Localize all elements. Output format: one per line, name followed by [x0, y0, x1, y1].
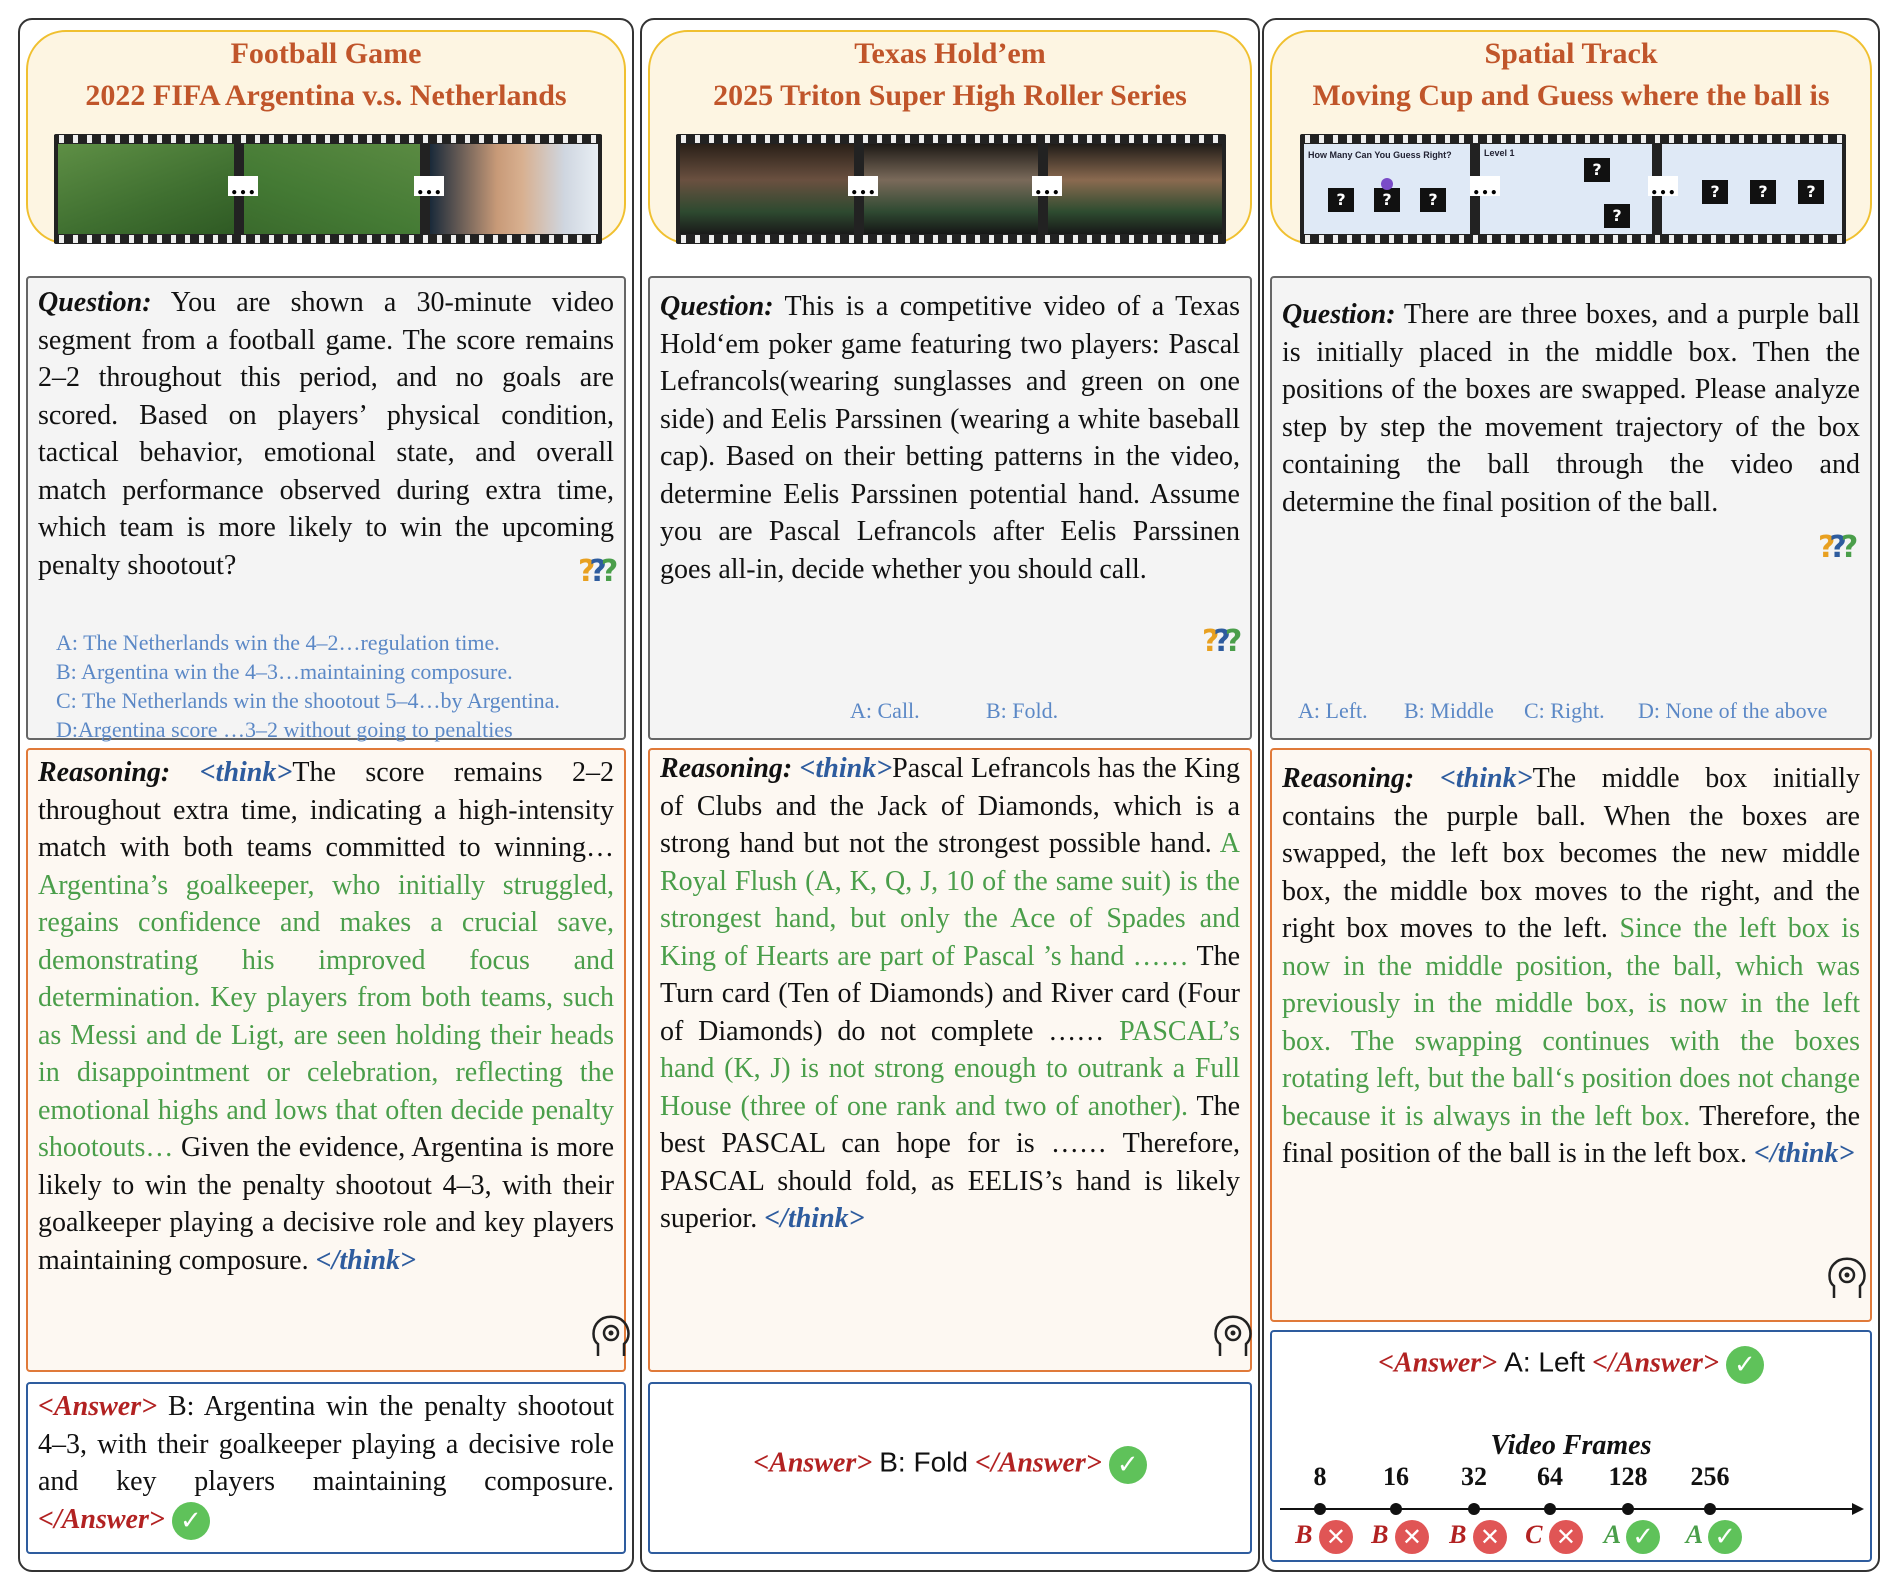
cross-icon: ✕	[1319, 1520, 1353, 1554]
reasoning-label: Reasoning:	[660, 753, 793, 784]
timeline-frame-count: 32	[1461, 1462, 1487, 1491]
option-a: A: The Netherlands win the 4–2…regulation time.	[56, 630, 500, 655]
think-open-tag: <think>	[199, 757, 293, 788]
cup-icon: ?	[1702, 180, 1728, 204]
think-open-tag: <think>	[1439, 763, 1533, 794]
timeline-frame-count: 16	[1383, 1462, 1409, 1491]
timeline-axis	[1280, 1508, 1856, 1510]
timeline-title: Video Frames	[1490, 1430, 1652, 1461]
video-filmstrip: How Many Can You Guess Right? ? ? ? Level 1 ? ? ? ? ? … …	[1300, 134, 1846, 244]
timeline-answer: C	[1525, 1520, 1549, 1549]
timeline-dot	[1544, 1503, 1556, 1515]
answer-text: A: Left	[1504, 1346, 1586, 1378]
video-filmstrip: … …	[676, 134, 1226, 244]
video-frame	[1662, 144, 1842, 234]
header-spatial-track	[1270, 30, 1872, 244]
timeline-result	[1360, 1520, 1440, 1554]
timeline-arrowhead	[1852, 1503, 1864, 1515]
answer-text: B: Fold	[879, 1446, 968, 1478]
answer-close-tag: </Answer>	[38, 1503, 165, 1535]
timeline-result	[1674, 1520, 1754, 1554]
panel-spatial-track	[1262, 18, 1880, 1572]
option-b: B: Middle	[1404, 698, 1494, 723]
cup-icon: ?	[1604, 204, 1630, 228]
timeline-answer: A	[1685, 1520, 1709, 1549]
video-frame	[244, 144, 420, 234]
answer-open-tag: <Answer>	[753, 1447, 873, 1479]
video-frame	[1480, 144, 1652, 234]
question-label: Question:	[1282, 299, 1396, 330]
question-box	[648, 276, 1252, 740]
cup-icon: ?	[1420, 188, 1446, 212]
answer-open-tag: <Answer>	[1378, 1347, 1498, 1379]
timeline-result	[1514, 1520, 1594, 1554]
option-d: D:Argentina score …3–2 without going to penalties	[56, 717, 513, 742]
cross-icon: ✕	[1473, 1520, 1507, 1554]
header-football	[26, 30, 626, 244]
timeline-frame-count: 64	[1537, 1462, 1563, 1491]
title-line1: Spatial Track	[1484, 37, 1658, 70]
reasoning-label: Reasoning:	[38, 757, 171, 788]
ball-icon	[1381, 178, 1393, 190]
question-marks-icon: ???	[1202, 624, 1237, 659]
answer-box	[26, 1382, 626, 1554]
timeline-frame-count: 256	[1690, 1462, 1730, 1491]
timeline-frame-count: 128	[1608, 1462, 1648, 1491]
video-frame	[864, 144, 1038, 234]
brain-gear-icon	[590, 1312, 632, 1360]
panel-poker	[640, 18, 1260, 1572]
timeline-answer: B	[1449, 1520, 1473, 1549]
think-open-tag: <think>	[799, 753, 893, 784]
option-a: A: Left.	[1298, 698, 1368, 723]
check-icon: ✓	[172, 1502, 210, 1540]
answer-close-tag: </Answer>	[1592, 1347, 1719, 1379]
reasoning-box	[1270, 748, 1872, 1322]
brain-gear-icon	[1826, 1254, 1868, 1302]
answer-open-tag: <Answer>	[38, 1391, 158, 1422]
timeline-result	[1438, 1520, 1518, 1554]
title-line1: Football Game	[230, 37, 422, 70]
question-text: This is a competitive video of a Texas Hold‘em poker game featuring two players: Pascal Lefrancols(wearing sunglasses and green on one side) and Eelis Parssinen (wearing a white baseball cap). Based on their betting patterns in the video, determine Eelis Parssinen potential hand. Assume you are Pascal Lefrancols after Eelis Parssinen goes all-in, decide whether you should call.	[660, 291, 1240, 585]
timeline-result	[1592, 1520, 1672, 1554]
reasoning-conclusion: Given the evidence, Argentina is more likely to win the penalty shootout 4–3, with their goalkeeper playing a decisive role and key players maintaining composure.	[38, 1132, 615, 1276]
timeline-answer: A	[1603, 1520, 1627, 1549]
frame-caption: Level 1	[1484, 148, 1515, 158]
timeline-frame-count: 8	[1313, 1462, 1327, 1491]
reasoning-text: The score remains 2–2 throughout extra time, indicating a high-intensity match with both teams committed to winning…	[38, 757, 614, 863]
timeline-dot	[1704, 1503, 1716, 1515]
question-text: You are shown a 30-minute video segment from a football game. The score remains 2–2 throughout this period, and no goals are scored. Based on players’ physical condition, tactical behavior, emotional state, and overall match performance observed during extra time, which team is more likely to win the upcoming penalty shootout?	[38, 287, 614, 581]
frame-caption: How Many Can You Guess Right?	[1308, 150, 1452, 160]
option-c: C: Right.	[1524, 698, 1605, 723]
header-poker	[648, 30, 1252, 244]
cup-icon: ?	[1584, 158, 1610, 182]
timeline-answer: B	[1371, 1520, 1395, 1549]
title-line2: 2022 FIFA Argentina v.s. Netherlands	[85, 79, 567, 112]
video-frame	[680, 144, 854, 234]
check-icon: ✓	[1726, 1346, 1764, 1384]
think-close-tag: </think>	[764, 1203, 865, 1234]
option-b: B: Argentina win the 4–3…maintaining composure.	[56, 659, 513, 684]
answer-close-tag: </Answer>	[974, 1447, 1102, 1479]
timeline-dot	[1390, 1503, 1402, 1515]
cross-icon: ✕	[1395, 1520, 1429, 1554]
reasoning-text: The middle box initially contains the purple ball. When the boxes are swapped, the left box becomes the new middle box, the middle box moves to the right, and the right box moves to the left.	[1282, 763, 1861, 944]
reasoning-box	[648, 748, 1252, 1372]
question-marks-icon: ???	[1818, 530, 1853, 565]
video-frame	[1304, 144, 1470, 234]
timeline-dot	[1468, 1503, 1480, 1515]
video-frame	[58, 144, 234, 234]
option-d: D: None of the above	[1638, 698, 1828, 723]
video-frame	[1048, 144, 1222, 234]
reasoning-conclusion: The best PASCAL can hope for is …… Therefore, PASCAL should fold, as EELIS’s hand is likely superior.	[660, 1090, 1240, 1234]
reasoning-text: Pascal Lefrancols has the King of Clubs and the Jack of Diamonds, which is a strong hand but not the strongest possible hand.	[660, 753, 1241, 859]
cup-icon: ?	[1328, 188, 1354, 212]
answer-box	[1270, 1330, 1872, 1562]
title-line2: Moving Cup and Guess where the ball is	[1312, 79, 1830, 112]
reasoning-highlight: Argentina’s goalkeeper, who initially struggled, regains confidence and makes a crucial save, demonstrating his improved focus and determination. Key players from both teams, such as Messi and de Ligt, are seen holding their heads in disappointment or celebration, reflecting the emotional highs and lows that often decide penalty shootouts…	[38, 869, 614, 1163]
reasoning-label: Reasoning:	[1282, 763, 1415, 794]
reasoning-highlight-2: PASCAL’s hand (K, J) is not strong enough to outrank a Full House (three of one rank and two of another).	[660, 1015, 1241, 1122]
title-line1: Texas Hold’em	[854, 37, 1046, 70]
question-box	[26, 276, 626, 740]
title-line2: 2025 Triton Super High Roller Series	[713, 79, 1187, 112]
check-icon: ✓	[1626, 1520, 1660, 1554]
timeline-answer: B	[1295, 1520, 1319, 1549]
brain-gear-icon	[1212, 1312, 1254, 1360]
video-filmstrip: … …	[54, 134, 602, 244]
check-icon: ✓	[1708, 1520, 1742, 1554]
check-icon: ✓	[1109, 1446, 1147, 1484]
reasoning-box	[26, 748, 626, 1372]
question-label: Question:	[38, 287, 152, 318]
timeline-dot	[1622, 1503, 1634, 1515]
option-b: B: Fold.	[986, 698, 1059, 723]
frames-timeline	[1280, 1462, 1870, 1552]
panel-football	[18, 18, 634, 1572]
reasoning-highlight: A Royal Flush (A, K, Q, J, 10 of the same suit) is the strongest hand, but only the Ace of Spades and King of Hearts are part of Pascal ’s hand ……	[660, 828, 1240, 972]
cup-icon: ?	[1750, 180, 1776, 204]
timeline-dot	[1314, 1503, 1326, 1515]
cup-icon: ?	[1798, 180, 1824, 204]
reasoning-conclusion: Therefore, the final position of the ball is in the left box.	[1282, 1100, 1860, 1169]
question-box	[1270, 276, 1872, 740]
timeline-result	[1284, 1520, 1364, 1554]
video-frame	[430, 144, 598, 234]
option-a: A: Call.	[850, 698, 920, 723]
cross-icon: ✕	[1549, 1520, 1583, 1554]
reasoning-text-2: The Turn card (Ten of Diamonds) and River card (Four of Diamonds) do not complete ……	[660, 940, 1240, 1047]
question-text: There are three boxes, and a purple ball is initially placed in the middle box. Then the positions of the boxes are swapped. Please analyze step by step the movement trajectory of the box containing the ball through the video and determine the final position of the ball.	[1282, 299, 1860, 518]
question-marks-icon: ???	[578, 554, 613, 589]
reasoning-highlight: Since the left box is now in the middle position, the ball, which was previously in the middle box, is now in the left box. The swapping continues with the boxes rotating left, but the ball‘s position does not change because it is always in the left box.	[1282, 913, 1860, 1132]
answer-box	[648, 1382, 1252, 1554]
think-close-tag: </think>	[1754, 1138, 1855, 1169]
cup-icon: ?	[1374, 188, 1400, 212]
option-c: C: The Netherlands win the shootout 5–4…by Argentina.	[56, 688, 560, 713]
question-label: Question:	[660, 291, 774, 322]
answer-text: B: Argentina win the penalty shootout 4–3, with their goalkeeper playing a decisive role and key players maintaining composure.	[38, 1391, 614, 1497]
think-close-tag: </think>	[315, 1244, 417, 1276]
